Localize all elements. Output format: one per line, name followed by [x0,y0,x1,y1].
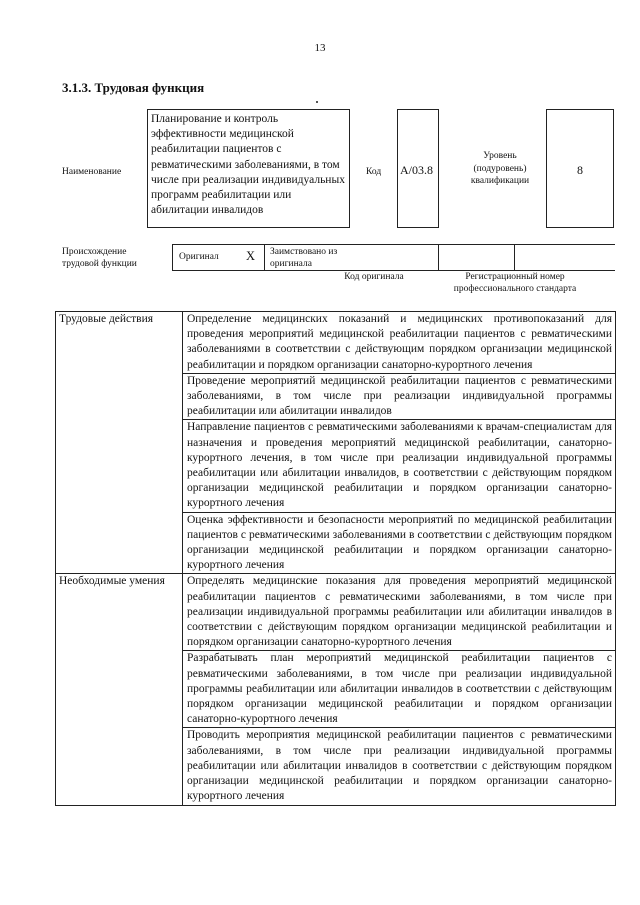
origin-cell-reg [515,245,615,270]
table-cell: Направление пациентов с ревматическими заболеваниями к врачам-специалистам для назначения и проведения мероприятий медицинской реабилитации, санаторно-курортного лечения, в том числе при реализации индивидуальной программы реабилитации или абилитации инвалидов, в соответствии с действующим порядком организации медицинской реабилитации и порядком организации санаторно-курортного лечения [183,420,616,512]
name-label: Наименование [62,167,122,177]
code-value: А/03.8 [400,163,433,177]
section-heading: Трудовые действия [56,312,183,574]
table-cell: Определение медицинских показаний и медицинских противопоказаний для проведения мероприятий медицинской реабилитации пациентов с ревматическими заболеваниями в соответствии с действующим порядком организации медицинской реабилитации и порядком организации санаторно-курортного лечения [183,312,616,374]
origin-row [172,244,615,271]
borrowed-label: Заимствовано из оригинала [270,247,338,269]
table-row [56,312,616,374]
original-mark: X [246,249,256,263]
qualification-level-value: 8 [577,163,583,177]
code-original-label: Код оригинала [344,272,404,282]
function-name-value: Планирование и контроль эффективности медицинской реабилитации пациентов с ревматическими заболеваниями, в том числе при реализации индивидуальных программ реабилитации или абилитации инвалидов [151,113,345,217]
table-cell: Разрабатывать план мероприятий медицинской реабилитации пациентов с ревматическими заболеваниями, в том числе при реализации индивидуальной программы реабилитации или абилитации инвалидов в соответствии с действующим порядком организации медицинской реабилитации и порядком организации санаторно-курортного лечения [183,651,616,728]
section-heading: Необходимые умения [56,574,183,805]
scan-dot [316,101,318,103]
functions-table [55,311,616,806]
code-label: Код [366,167,382,177]
origin-label: Происхождение трудовой функции [62,247,137,269]
section-title: 3.1.3. Трудовая функция [62,80,205,95]
original-label: Оригинал [179,252,219,262]
table-cell: Проведение мероприятий медицинской реабилитации пациентов с ревматическими заболеваниями, в том числе при реализации индивидуальной программы реабилитации или абилитации инвалидов [183,373,616,420]
page-number: 13 [314,42,326,54]
table-cell: Определять медицинские показания для проведения мероприятий медицинской реабилитации пациентов с ревматическими заболеваниями, в том числе при реализации индивидуальной программы реабилитации или абилитации инвалидов в соответствии с действующим порядком организации медицинской реабилитации и порядком организации санаторно-курортного лечения [183,574,616,651]
qualification-level-label: Уровень (подуровень) квалификации [470,151,530,186]
reg-number-label: Регистрационный номер профессионального стандарта [453,272,577,294]
table-cell: Оценка эффективности и безопасности мероприятий по медицинской реабилитации пациентов с ревматическими заболеваниями в соответствии с действующим порядком организации медицинской реабилитации и порядком организации санаторно-курортного лечения [183,512,616,574]
table-row [56,574,616,651]
function-name-box [147,109,350,228]
origin-cell-code [439,245,515,270]
table-cell: Проводить мероприятия медицинской реабилитации пациентов с ревматическими заболеваниями, в том числе при реализации индивидуальной программы реабилитации или абилитации инвалидов в соответствии с действующим порядком организации медицинской реабилитации и порядком организации санаторно-курортного лечения [183,728,616,805]
